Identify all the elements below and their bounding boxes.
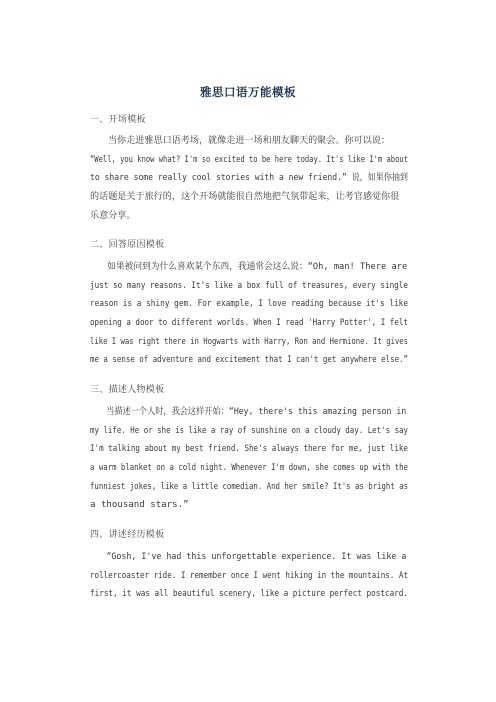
paragraph-line: me a sense of adventure and excitement that I can't get anywhere else.” <box>90 355 409 366</box>
section-paragraph <box>90 132 408 225</box>
section-paragraph <box>90 258 408 370</box>
document-title: 雅思口语万能模板 <box>200 85 296 99</box>
paragraph-line: opening a door to different worlds. When I read 'Harry Potter', I felt <box>90 318 408 329</box>
paragraph-line: funniest jokes, like a little comedian. And her smile? It's as bright as <box>90 481 409 492</box>
section-heading: 四、讲述经历模板 <box>90 530 165 540</box>
paragraph-line: my life. He or she is like a ray of sunshine on a cloudy day. Let's say <box>90 425 409 436</box>
paragraph-line: “Well, you know what? I'm so excited to be here today. It's like I'm about <box>90 154 409 165</box>
paragraph-line: 当描述一个人时，我会这样开始：“Hey, there's this amazing person in <box>106 407 407 417</box>
paragraph-line: to share some really cool stories with a new friend.” 说，如果你抽到 <box>90 173 408 184</box>
section-paragraph <box>90 403 408 515</box>
paragraph-line: 当你走进雅思口语考场，就像走进一场和朋友聊天的聚会。你可以说： <box>108 136 390 146</box>
section-heading: 二、回答原因模板 <box>90 240 165 250</box>
paragraph-line: a thousand stars.” <box>90 500 189 511</box>
paragraph-line: first, it was all beautiful scenery, like a picture perfect postcard. <box>90 589 409 600</box>
paragraph-line: 如果被问到为什么喜欢某个东西，我通常会这么说：“Oh, man! There are <box>107 262 408 272</box>
paragraph-line: I'm talking about my best friend. She's always there for me, just like <box>90 444 408 455</box>
section-heading: 三、描述人物模板 <box>90 385 165 395</box>
paragraph-line: “Gosh, I've had this unforgettable experience. It was like a <box>106 552 407 562</box>
paragraph-line: just so many reasons. It's like a box full of treasures, every single <box>90 280 409 291</box>
paragraph-line: a warm blanket on a cold night. Whenever I'm down, she comes up with the <box>90 463 409 474</box>
paragraph-line: reason is a shiny gem. For example, I love reading because it's like <box>90 299 409 310</box>
paragraph-line: like I was right there in Hogwarts with Harry, Ron and Hermione. It gives <box>90 336 409 347</box>
section-heading: 一、开场模板 <box>90 115 146 125</box>
paragraph-line: 乐意分享。 <box>90 210 136 221</box>
section-paragraph <box>90 548 408 604</box>
paragraph-line: 的话题是关于旅行的，这个开场就能很自然地把气氛带起来，让考官感觉你很 <box>90 192 400 203</box>
paragraph-line: rollercoaster ride. I remember once I went hiking in the mountains. At <box>90 570 408 581</box>
